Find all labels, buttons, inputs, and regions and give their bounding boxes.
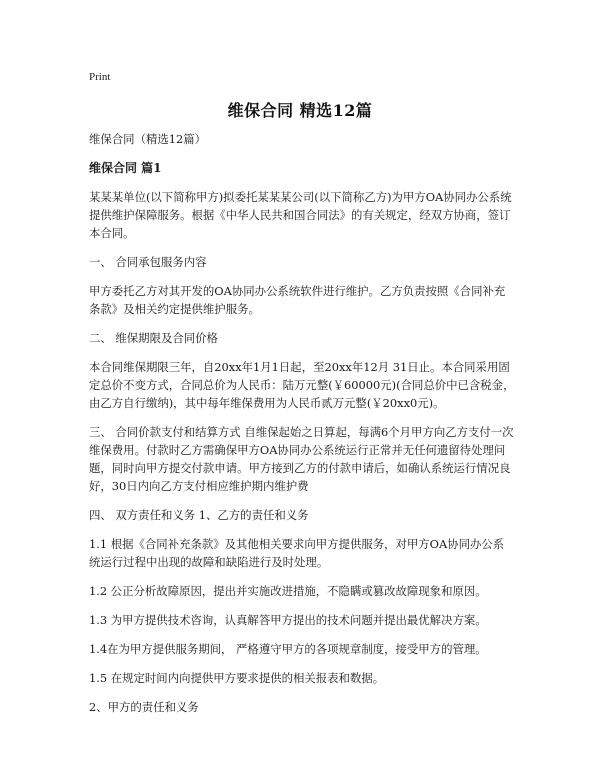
paragraph-1-2: 1.2 公正分析故障原因，提出并实施改进措施，不隐瞒或篡改故障现象和原因。 [89, 584, 487, 598]
clause-heading-2: 二、 维保期限及合同价格 [89, 331, 218, 345]
paragraph-1-1: 1.1 根据《合同补充条款》及其他相关要求向甲方提供服务，对甲方OA协同办公系统运行过程中出现的故障和缺陷进行及时处理。 [89, 537, 505, 569]
paragraph-service-scope: 甲方委托乙方对其开发的OA协同办公系统软件进行维护。乙方负责按照《合同补充条款》及相关约定提供维护服务。 [89, 284, 506, 316]
clause-heading-4: 四、 双方责任和义务 1、乙方的责任和义务 [89, 508, 309, 522]
document-subtitle: 维保合同（精选12篇） [89, 132, 207, 146]
document-body [89, 130, 515, 727]
section-heading: 维保合同 篇1 [89, 161, 162, 175]
subsection-party-a-duties: 2、甲方的责任和义务 [89, 700, 199, 714]
paragraph-1-4: 1.4在为甲方提供服务期间， 严格遵守甲方的各项规章制度，接受甲方的管理。 [89, 642, 487, 656]
paragraph-intro: 某某某单位(以下简称甲方)拟委托某某某公司(以下简称乙方)为甲方OA协同办公系统提供维护保障服务。根据《中华人民共和国合同法》的有关规定，经双方协商，签订本合同。 [89, 190, 512, 240]
paragraph-1-5: 1.5 在规定时间内向提供甲方要求提供的相关报表和数据。 [89, 671, 385, 685]
page-title: 维保合同 精选12篇 [227, 101, 373, 120]
paragraph-1-3: 1.3 为甲方提供技术咨询，认真解答甲方提出的技术问题并提出最优解决方案。 [89, 613, 487, 627]
print-link[interactable]: Print [89, 71, 111, 83]
clause-heading-1: 一、 合同承包服务内容 [89, 255, 207, 269]
paragraph-payment: 三、 合同价款支付和结算方式 自维保起始之日算起，每满6个月甲方向乙方支付一次维保费用。付款时乙方需确保甲方OA协同办公系统运行正常并无任何遗留待处理问题，同时向甲方提交付款申请。甲方接到乙方的付款申请后，如确认系统运行情况良好，30日内向乙方支付相应维护期内维护费 [89, 425, 514, 493]
paragraph-term-price: 本合同维保期限三年，自20xx年1月1日起，至20xx年12月 31日止。本合同采用固定总价不变方式，合同总价为人民币：陆万元整(￥60000元)(合同总价中已含税金，由乙方自行缴纳)，其中每年维保费用为人民币贰万元整(￥20xx0元)。 [89, 360, 515, 410]
